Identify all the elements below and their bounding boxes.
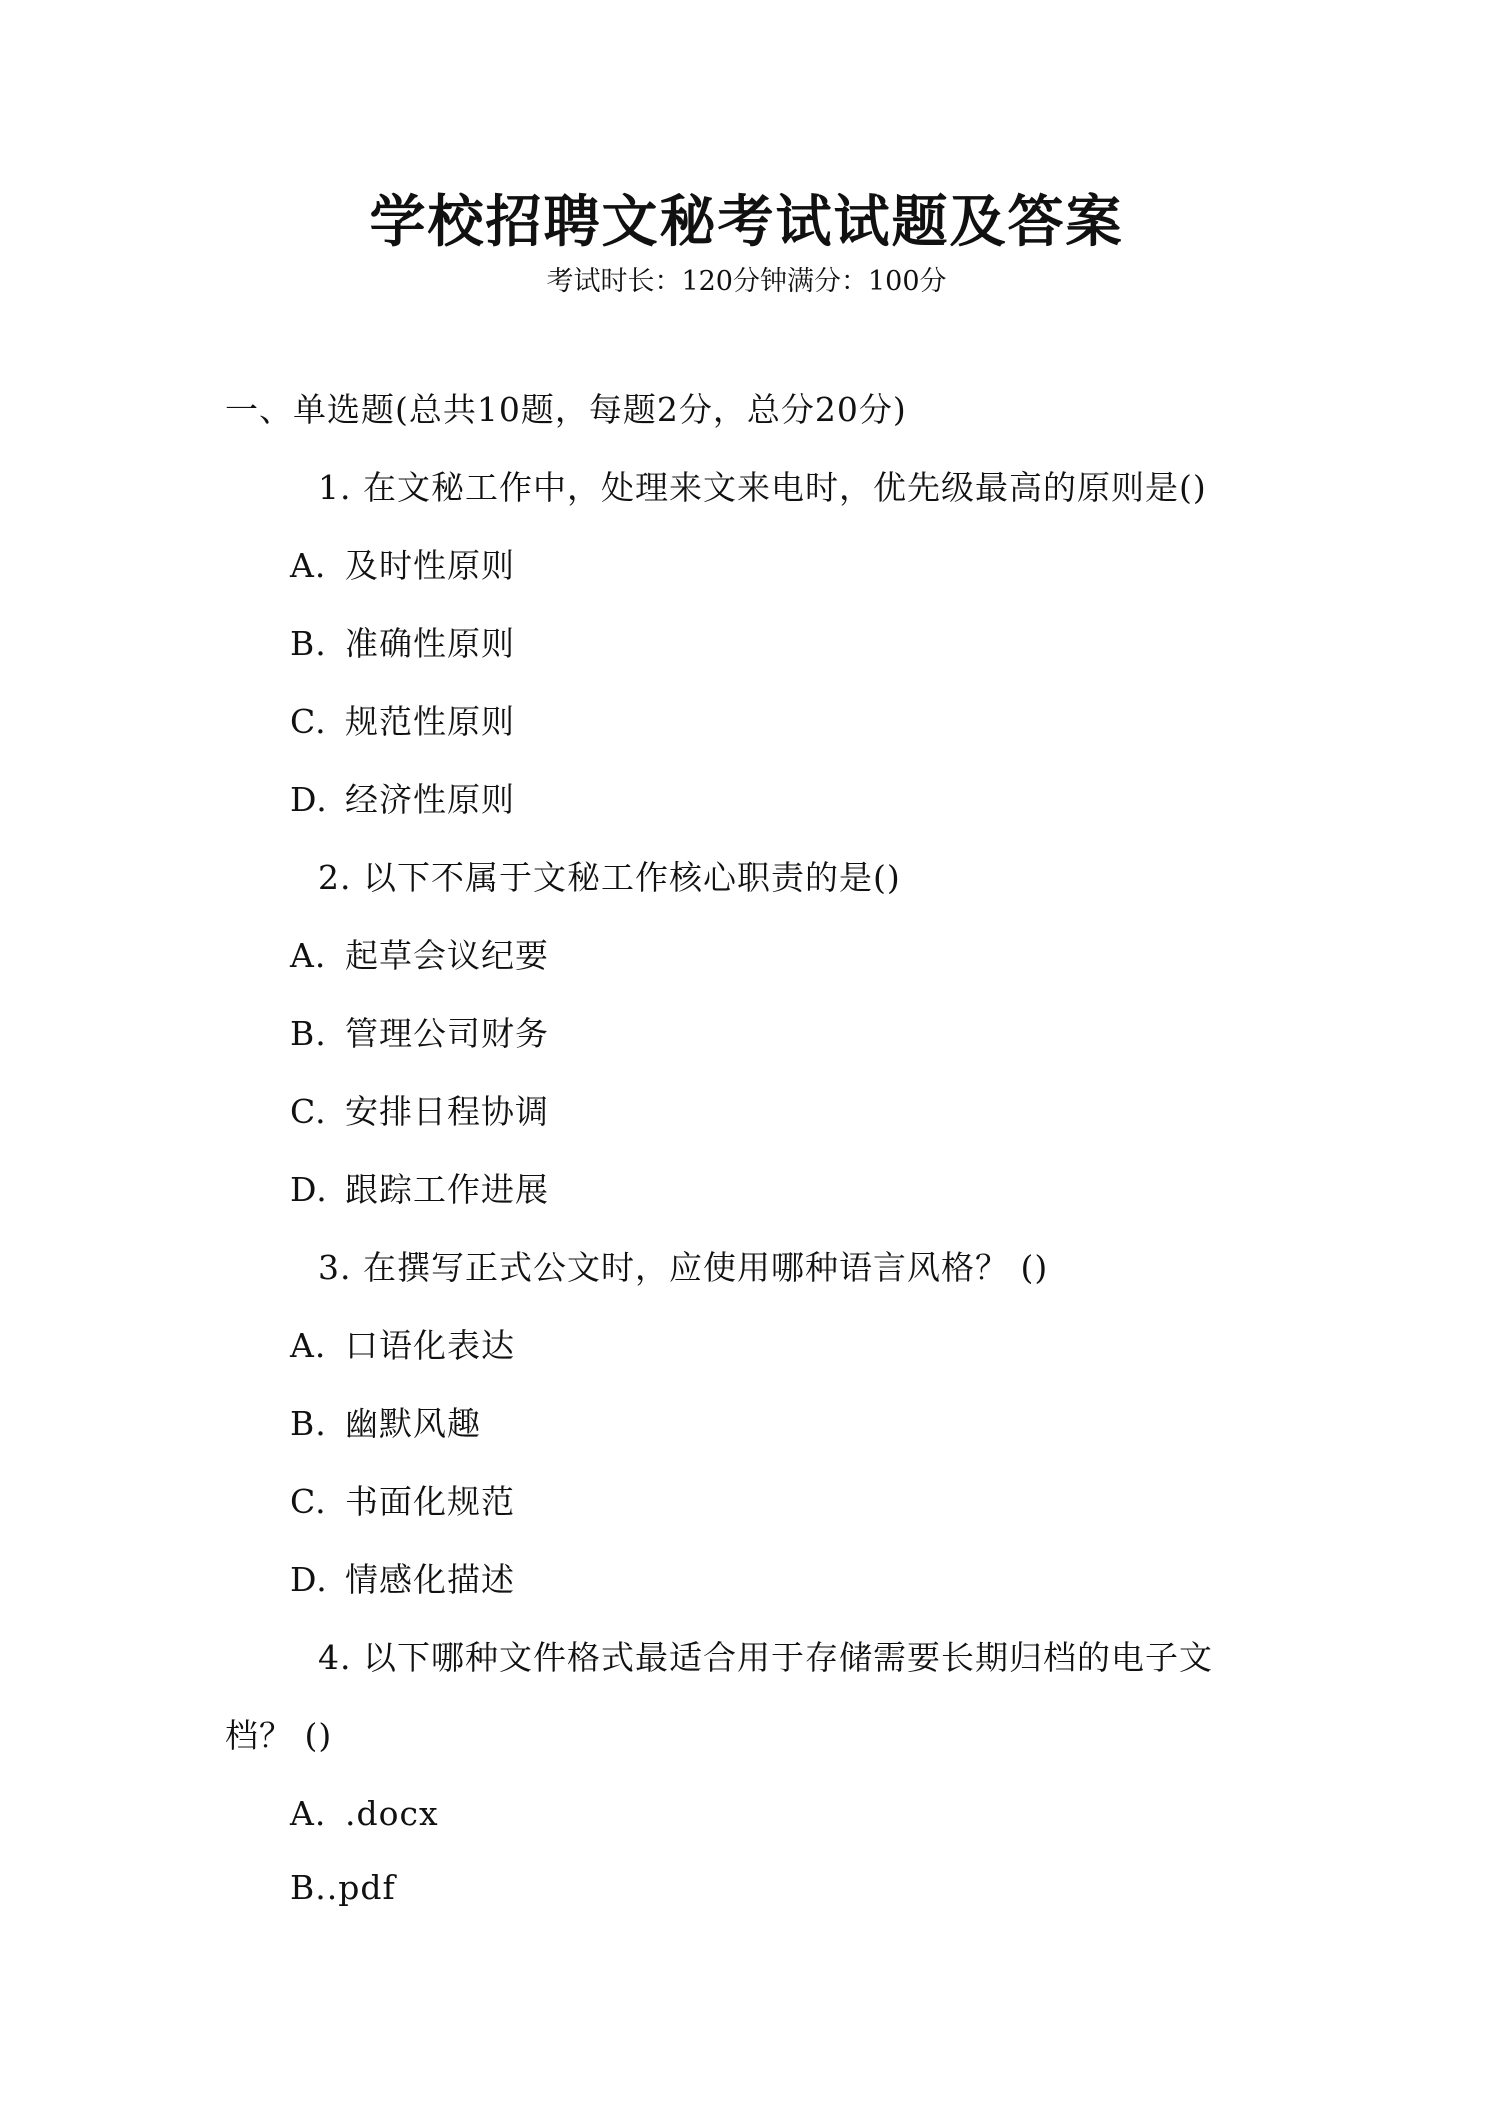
- question-3-option-a: [290, 1324, 515, 1368]
- option-text: 跟踪工作进展: [345, 1170, 549, 1209]
- exam-info: 考试时长：120分钟满分：100分: [546, 266, 947, 297]
- question-2-option-a: [290, 934, 549, 978]
- section-heading: 一、单选题(总共10题，每题2分，总分20分): [225, 390, 907, 429]
- option-letter: B.: [290, 1404, 327, 1443]
- option-letter: C.: [290, 1092, 327, 1131]
- option-letter: B.: [290, 1014, 327, 1053]
- option-text: 管理公司财务: [345, 1014, 549, 1053]
- option-text: 规范性原则: [345, 702, 515, 741]
- option-text: 安排日程协调: [345, 1092, 549, 1131]
- question-4-continuation: 档？ (): [225, 1716, 333, 1755]
- question-1-option-c: [290, 700, 515, 744]
- option-letter: A.: [290, 936, 327, 975]
- question-4-option-b: [290, 1866, 396, 1910]
- option-text: 口语化表达: [345, 1326, 515, 1365]
- question-1: 1. 在文秘工作中，处理来文来电时，优先级最高的原则是(): [318, 468, 1207, 507]
- option-letter: A.: [290, 1326, 327, 1365]
- document-title: 学校招聘文秘考试试题及答案: [369, 190, 1124, 255]
- option-text: 准确性原则: [345, 624, 515, 663]
- option-letter: D.: [290, 1170, 328, 1209]
- question-4-option-a: [290, 1792, 439, 1836]
- question-1-option-d: [290, 778, 515, 822]
- option-letter: D.: [290, 780, 328, 819]
- option-letter: A.: [290, 546, 327, 585]
- option-letter: D.: [290, 1560, 328, 1599]
- question-2-option-c: [290, 1090, 549, 1134]
- question-2: 2. 以下不属于文秘工作核心职责的是(): [318, 858, 901, 897]
- question-1-option-b: [290, 622, 515, 666]
- option-text: 起草会议纪要: [345, 936, 549, 975]
- option-text: 幽默风趣: [345, 1404, 481, 1443]
- question-2-option-b: [290, 1012, 549, 1056]
- question-3: 3. 在撰写正式公文时，应使用哪种语言风格？ (): [318, 1248, 1049, 1287]
- option-letter: B.: [290, 1868, 327, 1907]
- option-letter: A.: [290, 1794, 327, 1833]
- option-letter: C.: [290, 702, 327, 741]
- option-text: 及时性原则: [345, 546, 515, 585]
- option-text: .docx: [345, 1794, 439, 1833]
- option-text: 书面化规范: [345, 1482, 515, 1521]
- question-3-option-b: [290, 1402, 481, 1446]
- option-text: 情感化描述: [345, 1560, 515, 1599]
- question-4: 4. 以下哪种文件格式最适合用于存储需要长期归档的电子文: [318, 1638, 1213, 1677]
- question-3-option-c: [290, 1480, 515, 1524]
- option-letter: C.: [290, 1482, 327, 1521]
- option-text: .pdf: [326, 1868, 396, 1907]
- option-text: 经济性原则: [345, 780, 515, 819]
- question-3-option-d: [290, 1558, 515, 1602]
- question-2-option-d: [290, 1168, 549, 1212]
- question-1-option-a: [290, 544, 515, 588]
- option-letter: B.: [290, 624, 327, 663]
